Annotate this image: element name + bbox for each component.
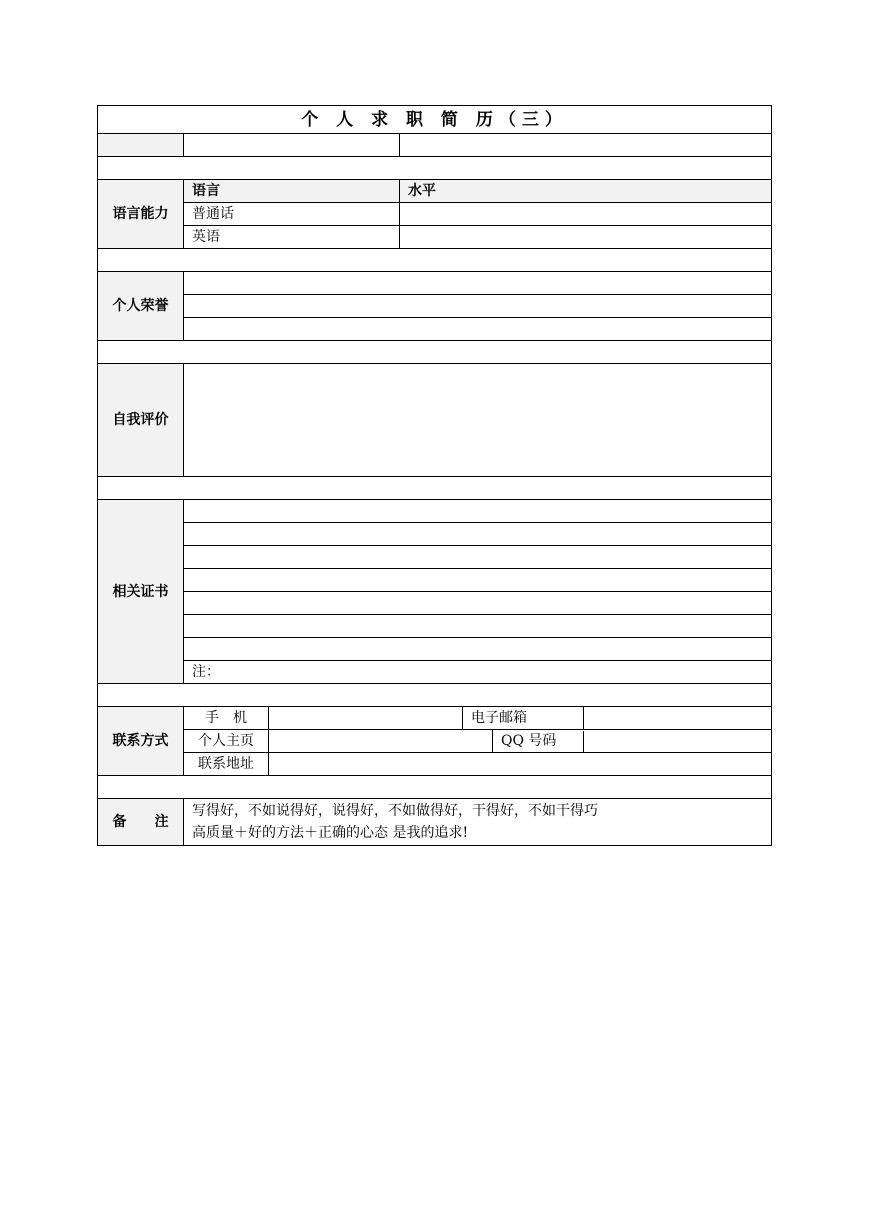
info-label-cell: [98, 134, 184, 157]
language-level-cell[interactable]: [400, 226, 772, 249]
certificate-entry-cell[interactable]: [184, 638, 772, 661]
phone-field[interactable]: [269, 707, 463, 730]
section-spacer: [98, 157, 772, 180]
language-section-label: 语言能力: [98, 180, 184, 249]
certificate-entry-cell[interactable]: [184, 615, 772, 638]
language-name-cell: 英语: [184, 226, 400, 249]
section-spacer: [98, 477, 772, 500]
remarks-line-1: 写得好，不如说得好，说得好，不如做得好，干得好，不如干得巧: [192, 803, 598, 819]
qq-subtable: [493, 731, 771, 752]
section-spacer: [98, 684, 772, 707]
remarks-content: [184, 799, 772, 846]
section-spacer: [98, 249, 772, 272]
self-evaluation-label: 自我评价: [98, 364, 184, 477]
remarks-label: 备 注: [98, 799, 184, 846]
certificate-entry-cell[interactable]: [184, 523, 772, 546]
qq-field[interactable]: [584, 731, 772, 752]
qq-row-cell: [493, 730, 772, 753]
page-title: 个 人 求 职 简 历（三）: [98, 106, 772, 134]
certificate-entry-cell[interactable]: [184, 500, 772, 523]
remarks-line-2: 高质量＋好的方法＋正确的心态 是我的追求!: [192, 825, 469, 841]
email-label: 电子邮箱: [463, 707, 584, 730]
info-value-cell[interactable]: [184, 134, 400, 157]
self-evaluation-field[interactable]: [184, 364, 772, 477]
honor-entry-cell[interactable]: [184, 318, 772, 341]
honor-entry-cell[interactable]: [184, 272, 772, 295]
address-field[interactable]: [269, 753, 772, 776]
language-column-header: 语言: [184, 180, 400, 203]
certificate-entry-cell[interactable]: [184, 546, 772, 569]
resume-table: [97, 105, 772, 846]
certificate-entry-cell[interactable]: [184, 592, 772, 615]
homepage-field[interactable]: [269, 730, 493, 753]
certificates-section-label: 相关证书: [98, 500, 184, 684]
language-name-cell: 普通话: [184, 203, 400, 226]
certificate-note: 注：: [184, 661, 772, 684]
email-field[interactable]: [584, 707, 772, 730]
section-spacer: [98, 341, 772, 364]
homepage-label: 个人主页: [184, 730, 269, 753]
level-column-header: 水平: [400, 180, 772, 203]
honor-entry-cell[interactable]: [184, 295, 772, 318]
qq-label: QQ 号码: [493, 731, 584, 752]
language-level-cell[interactable]: [400, 203, 772, 226]
address-label: 联系地址: [184, 753, 269, 776]
honors-section-label: 个人荣誉: [98, 272, 184, 341]
phone-label: 手 机: [184, 707, 269, 730]
certificate-entry-cell[interactable]: [184, 569, 772, 592]
contact-section-label: 联系方式: [98, 707, 184, 776]
info-extra-cell[interactable]: [400, 134, 772, 157]
section-spacer: [98, 776, 772, 799]
